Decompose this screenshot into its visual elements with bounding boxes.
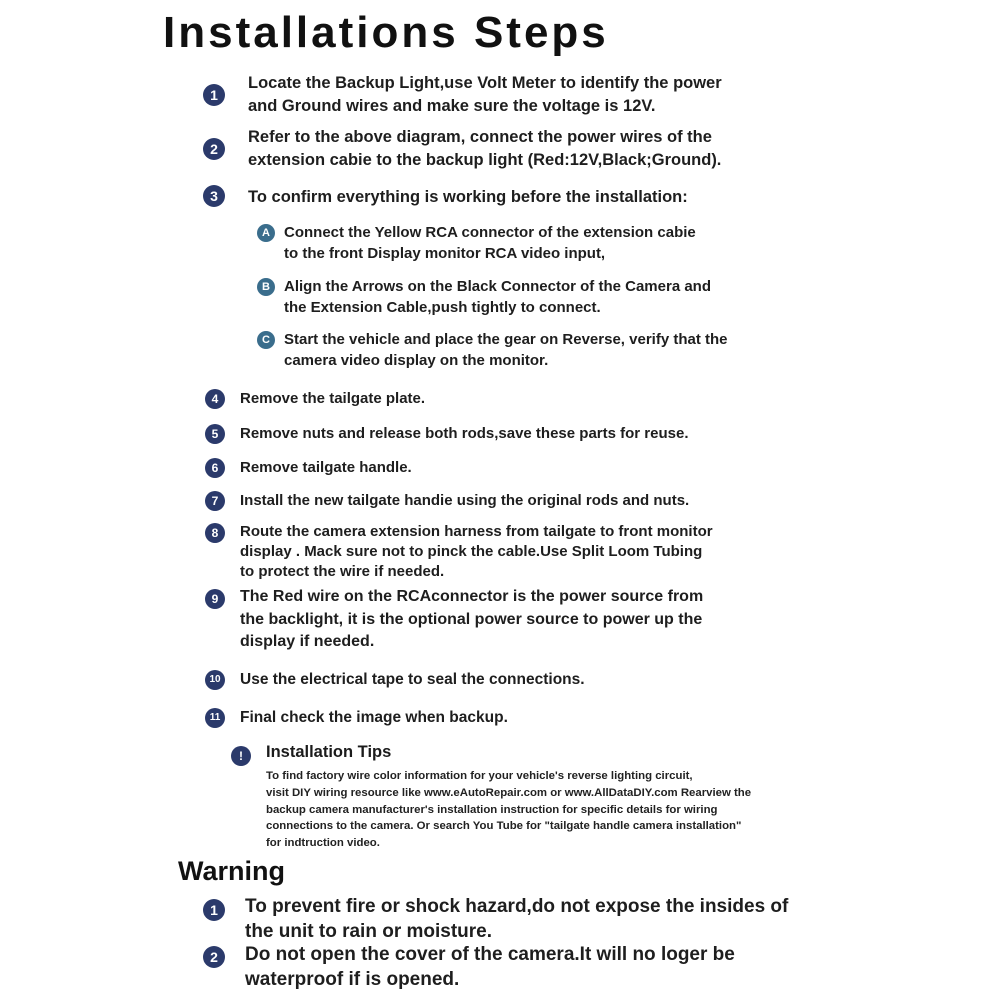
step-number-badge: 2 — [203, 138, 225, 160]
step-text: Remove the tailgate plate. — [240, 390, 426, 407]
step-number-badge: 5 — [205, 424, 225, 444]
substep-text: Align the Arrows on the Black Connector of the Camera and the Extension Cable,push tightly to connect. — [284, 278, 712, 316]
step-number-badge: 3 — [203, 185, 225, 207]
step-text: Remove tailgate handle. — [240, 459, 412, 476]
step-text: Use the electrical tape to seal the connections. — [240, 671, 585, 688]
warning-text: Do not open the cover of the camera.It will no loger be waterproof if is opened. — [245, 944, 735, 990]
step-text: The Red wire on the RCAconnector is the power source from the backlight, it is the optional power source to power up the display if needed. — [240, 588, 704, 650]
step-number-badge: 9 — [205, 589, 225, 609]
tips-body: To find factory wire color information for your vehicle's reverse lighting circuit, visit DIY wiring resource like www.eAutoRepair.com or www.AllDataDIY.com Rearview the backup camera manufacturer's installation instruction for specific details for wiring connections to the camera. Or search You Tube for "tailgate handle camera installation" for indtruction video. — [266, 770, 752, 850]
step-text: Remove nuts and release both rods,save these parts for reuse. — [240, 425, 689, 442]
info-icon: ! — [231, 746, 251, 766]
warning-text: To prevent fire or shock hazard,do not expose the insides of the unit to rain or moisture. — [245, 896, 789, 942]
step-text: Locate the Backup Light,use Volt Meter to identify the power and Ground wires and make sure the voltage is 12V. — [248, 74, 722, 115]
step-number-badge: 4 — [205, 389, 225, 409]
step-text: Final check the image when backup. — [240, 709, 508, 726]
step-text: Refer to the above diagram, connect the power wires of the extension cabie to the backup light (Red:12V,Black;Ground). — [248, 128, 722, 169]
warning-title: Warning — [178, 856, 285, 886]
substep-letter-badge: A — [257, 224, 275, 242]
step-number-badge: 11 — [205, 708, 225, 728]
step-text: Install the new tailgate handie using the original rods and nuts. — [240, 492, 690, 509]
substep-letter-badge: B — [257, 278, 275, 296]
substep-text: Connect the Yellow RCA connector of the extension cabie to the front Display monitor RCA video input, — [284, 224, 696, 262]
step-number-badge: 6 — [205, 458, 225, 478]
warning-number-badge: 2 — [203, 946, 225, 968]
step-text: To confirm everything is working before the installation: — [248, 188, 688, 206]
step-number-badge: 7 — [205, 491, 225, 511]
tips-title: Installation Tips — [266, 743, 392, 761]
substep-letter-badge: C — [257, 331, 275, 349]
step-number-badge: 1 — [203, 84, 225, 106]
step-number-badge: 8 — [205, 523, 225, 543]
step-number-badge: 10 — [205, 670, 225, 690]
page-title: Installations Steps — [163, 8, 609, 57]
warning-number-badge: 1 — [203, 899, 225, 921]
substep-text: Start the vehicle and place the gear on Reverse, verify that the camera video display on the monitor. — [284, 331, 728, 369]
step-text: Route the camera extension harness from tailgate to front monitor display . Mack sure not to pinck the cable.Use Split Loom Tubing to protect the wire if needed. — [240, 523, 713, 580]
